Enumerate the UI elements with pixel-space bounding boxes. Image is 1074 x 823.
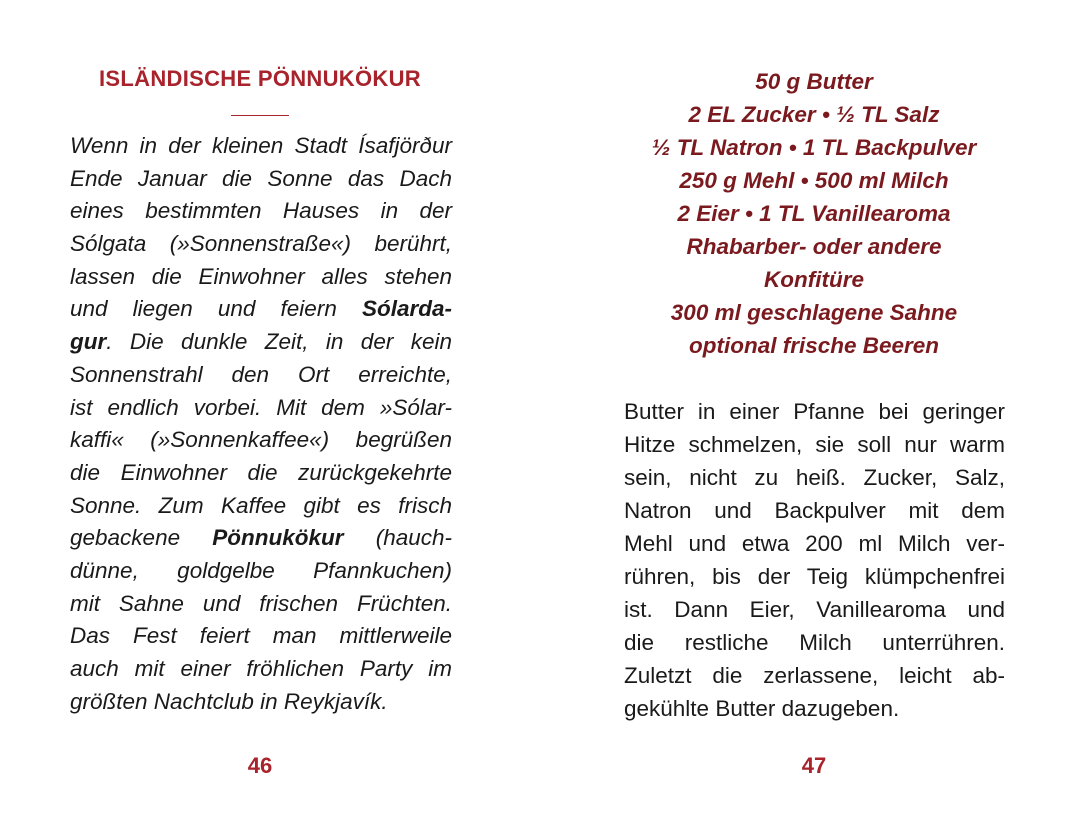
festival-name-emphasis: gur <box>70 329 107 355</box>
story-line: Ende Januar die Sonne das Dach <box>70 165 452 191</box>
story-line: ist endlich vorbei. Mit dem »Sólar- <box>70 394 452 420</box>
method-line: die restliche Milch unterrühren. <box>624 630 1005 655</box>
title-divider <box>231 115 289 116</box>
story-line <box>70 293 452 326</box>
page-number-right: 47 <box>801 753 827 778</box>
story-line: lassen die Einwohner alles stehen <box>70 263 452 289</box>
story-line: die Einwohner die zurückgekehrte <box>70 459 452 485</box>
page-number-left: 46 <box>247 753 273 778</box>
ingredient-item: 300 ml geschlagene Sahne <box>670 300 958 325</box>
story-line: Sonnenstrahl den Ort erreichte, <box>70 361 452 387</box>
method-line: rühren, bis der Teig klümpchenfrei <box>624 564 1005 589</box>
story-text: gebackene <box>70 525 213 551</box>
method-line: gekühlte Butter dazugeben. <box>624 696 900 721</box>
method-line: ist. Dann Eier, Vanillearoma und <box>624 597 1005 622</box>
story-line: größten Nachtclub in Reykjavík. <box>70 688 388 714</box>
story-paragraph <box>70 130 452 718</box>
method-line: Hitze schmelzen, sie soll nur warm <box>624 432 1005 457</box>
ingredients-list <box>624 65 1004 362</box>
story-text: und liegen und feiern <box>70 296 362 322</box>
ingredient-item: 50 g Butter <box>755 69 873 94</box>
story-line: kaffi« (»Sonnenkaffee«) begrüßen <box>70 427 452 453</box>
story-line: auch mit einer fröhlichen Party im <box>70 656 452 681</box>
story-line: Das Fest feiert man mittlerweile <box>70 623 452 649</box>
story-line: dünne, goldgelbe Pfannkuchen) <box>70 557 452 583</box>
ingredient-item: 2 Eier • 1 TL Vanillearoma <box>677 201 951 226</box>
story-text: (hauch- <box>343 525 452 551</box>
method-line: Mehl und etwa 200 ml Milch ver- <box>624 531 1005 556</box>
ingredient-item: Konfitüre <box>764 267 864 292</box>
story-line: mit Sahne und frischen Früchten. <box>70 590 452 616</box>
story-line: Wenn in der kleinen Stadt Ísafjörður <box>70 133 452 158</box>
ingredient-item: ½ TL Natron • 1 TL Backpulver <box>651 135 977 160</box>
ingredient-item: Rhabarber- oder andere <box>686 234 942 259</box>
story-line: eines bestimmten Hauses in der <box>70 198 452 224</box>
ingredient-item: 250 g Mehl • 500 ml Milch <box>679 168 949 193</box>
festival-name-emphasis: Sólarda- <box>361 296 452 322</box>
ingredient-item: 2 EL Zucker • ½ TL Salz <box>688 102 940 127</box>
dish-name-emphasis: Pönnukökur <box>212 525 344 551</box>
method-line: Natron und Backpulver mit dem <box>624 498 1005 523</box>
method-line: Butter in einer Pfanne bei geringer <box>624 399 1005 424</box>
recipe-title: ISLÄNDISCHE PÖNNUKÖKUR <box>99 66 421 91</box>
ingredient-item: optional frische Beeren <box>688 333 940 358</box>
story-line <box>70 326 452 359</box>
story-text: . Die dunkle Zeit, in der kein <box>106 329 452 355</box>
story-line <box>70 522 452 555</box>
method-line: Zuletzt die zerlassene, leicht ab- <box>624 663 1005 688</box>
story-line: Sólgata (»Sonnenstraße«) berührt, <box>70 231 452 257</box>
story-line: Sonne. Zum Kaffee gibt es frisch <box>70 492 452 518</box>
method-paragraph <box>624 395 1005 725</box>
method-line: sein, nicht zu heiß. Zucker, Salz, <box>624 465 1005 490</box>
